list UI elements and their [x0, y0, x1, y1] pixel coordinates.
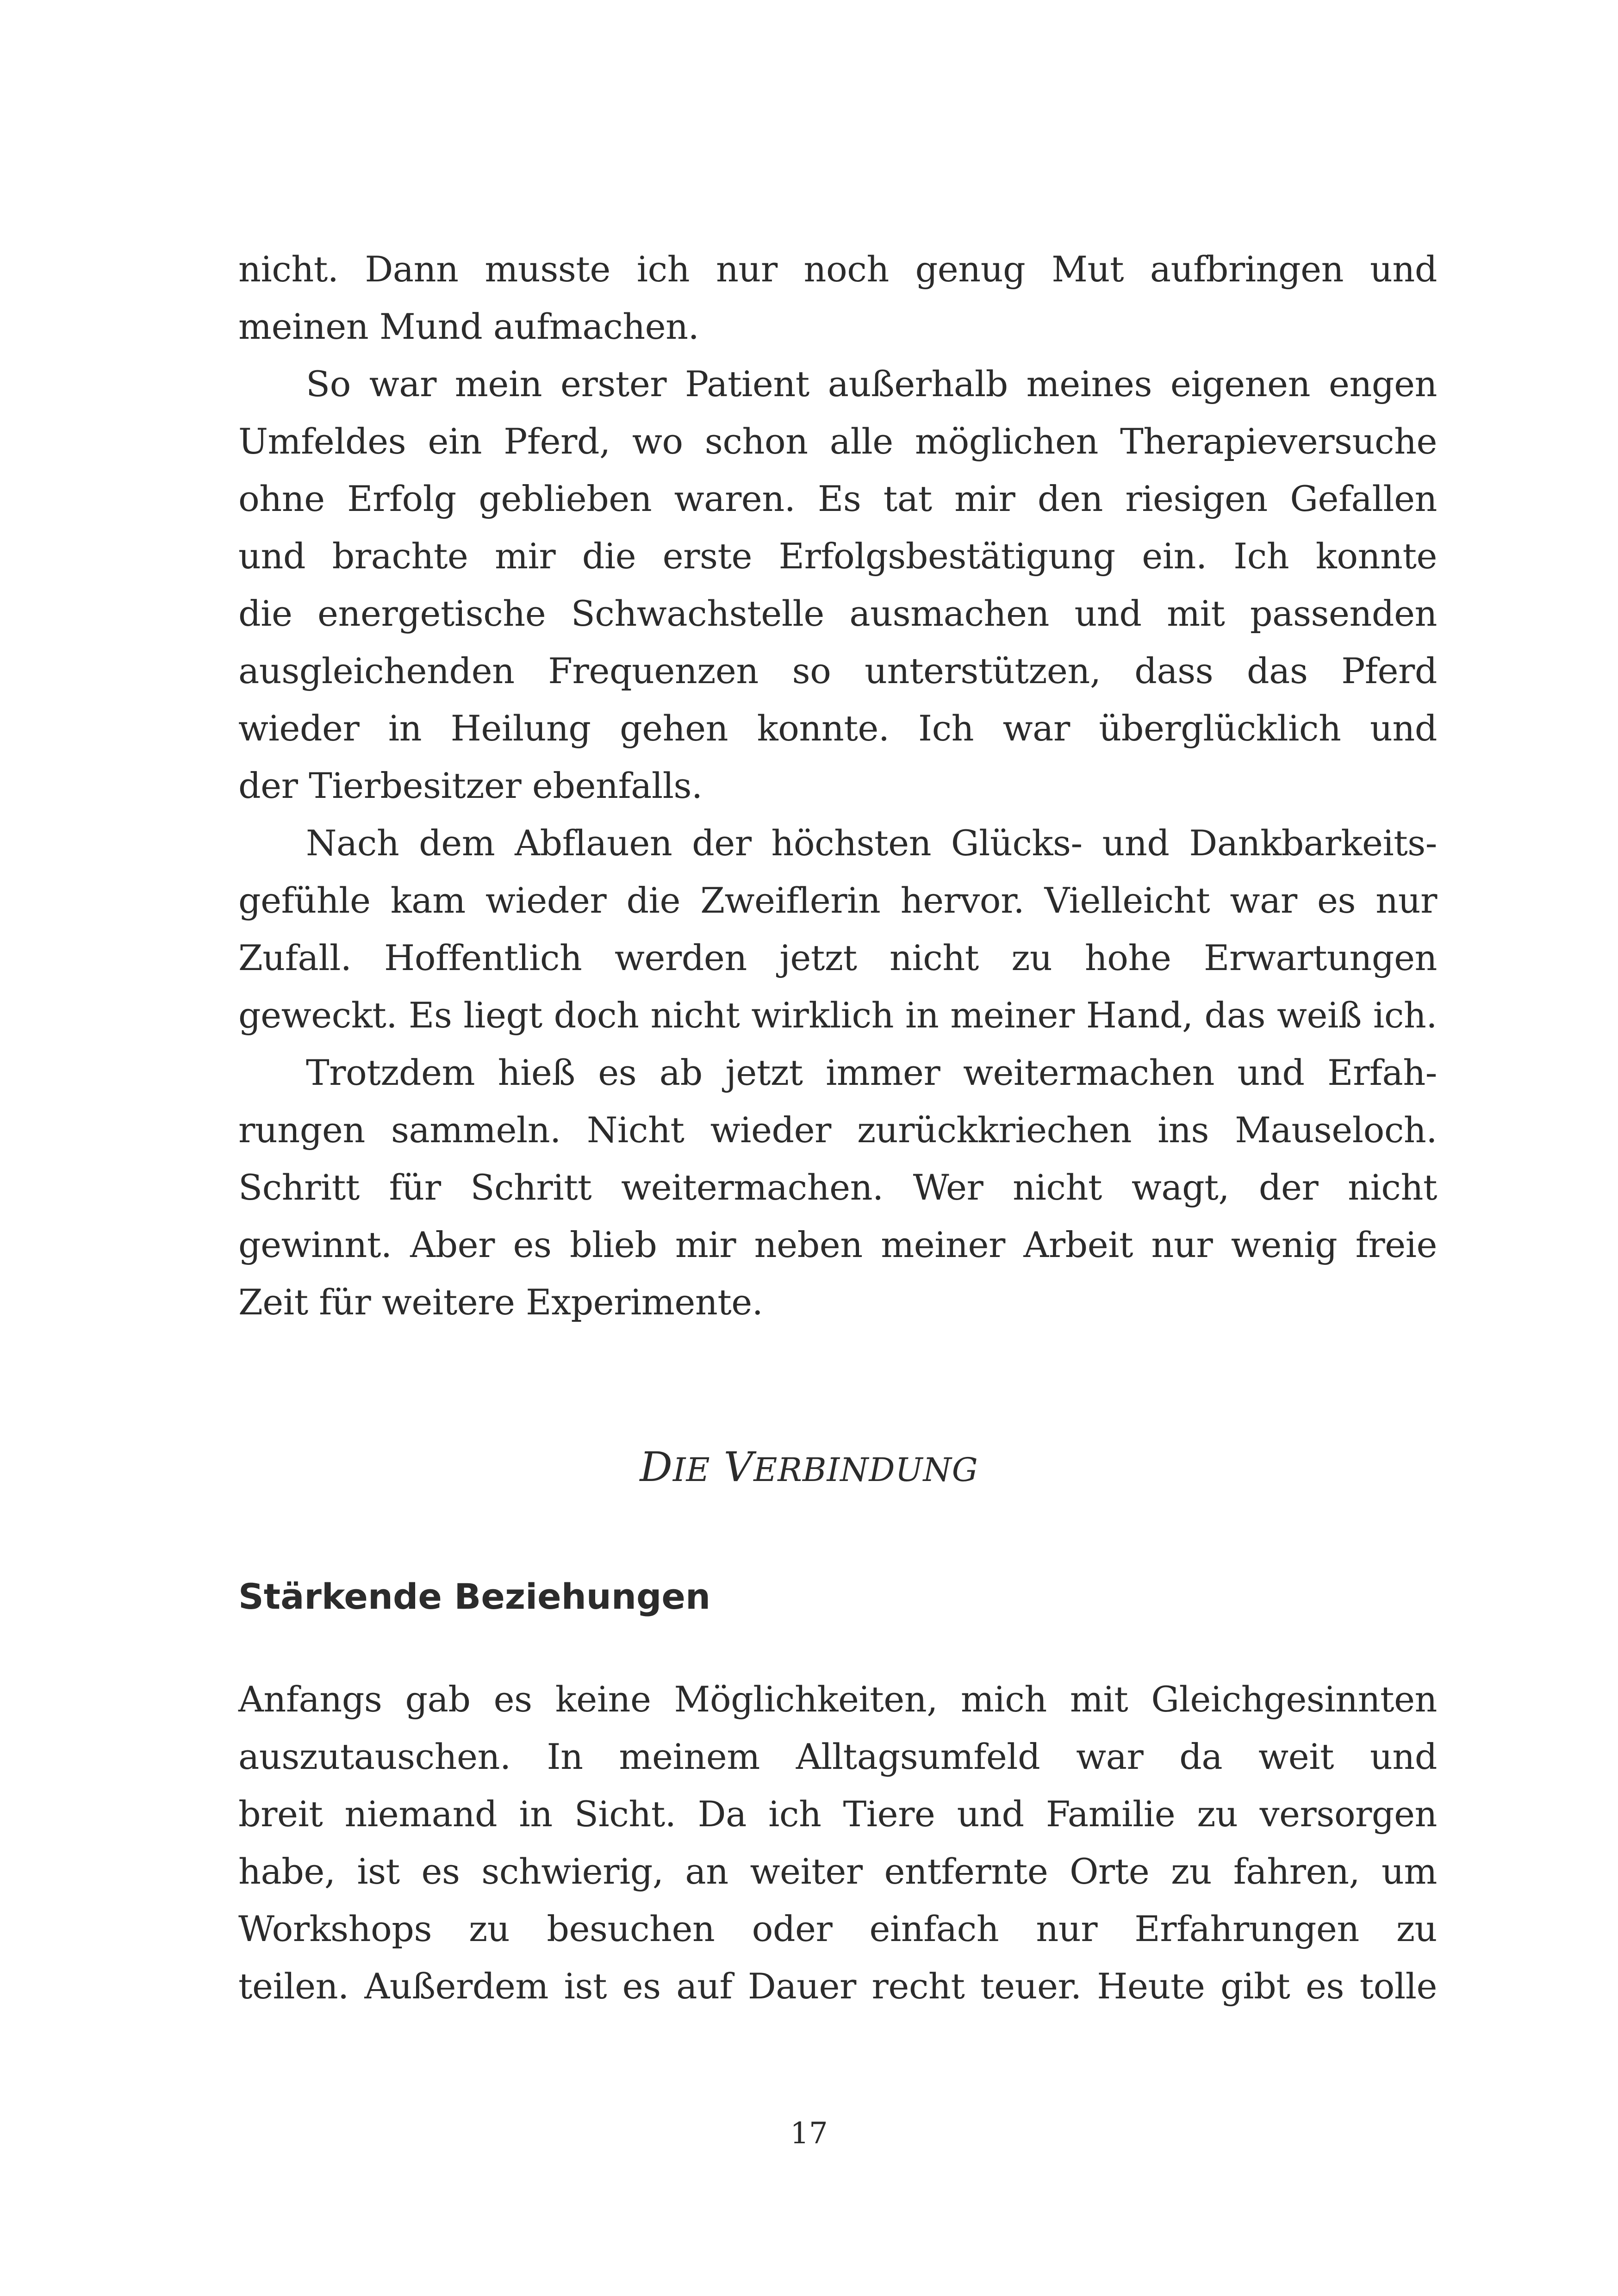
text-line: und brachte mir die erste Erfolgsbestätigung ein. Ich konnte	[238, 535, 1437, 577]
text-line: wieder in Heilung gehen konnte. Ich war überglücklich und	[238, 708, 1437, 749]
text-line: meinen Mund aufmachen.	[238, 306, 699, 347]
text-line: geweckt. Es liegt doch nicht wirklich in meiner Hand, das weiß ich.	[238, 995, 1437, 1036]
text-line: breit niemand in Sicht. Da ich Tiere und Familie zu versorgen	[238, 1793, 1437, 1835]
text-line: Trotzdem hieß es ab jetzt immer weitermachen und Erfah-	[306, 1052, 1437, 1093]
chapter-title-initial: D	[640, 1443, 673, 1491]
text-line: ohne Erfolg geblieben waren. Es tat mir den riesigen Gefallen	[238, 478, 1437, 519]
text-line: Schritt für Schritt weitermachen. Wer nicht wagt, der nicht	[238, 1167, 1437, 1208]
text-line: teilen. Außerdem ist es auf Dauer recht teuer. Heute gibt es tolle	[238, 1966, 1437, 2007]
text-line: Umfeldes ein Pferd, wo schon alle möglichen Therapieversuche	[238, 421, 1437, 462]
text-line: Workshops zu besuchen oder einfach nur Erfahrungen zu	[238, 1908, 1437, 1949]
chapter-title-smallcaps: ERBINDUNG	[753, 1451, 978, 1489]
section-heading: Stärkende Beziehungen	[238, 1576, 711, 1617]
text-line: auszutauschen. In meinem Alltagsumfeld war da weit und	[238, 1736, 1437, 1777]
text-line: gefühle kam wieder die Zweiflerin hervor. Vielleicht war es nur	[238, 880, 1437, 921]
text-line: Anfangs gab es keine Möglichkeiten, mich mit Gleichgesinnten	[238, 1679, 1437, 1720]
chapter-title-smallcaps: IE	[672, 1451, 710, 1489]
text-line: Zufall. Hoffentlich werden jetzt nicht zu hohe Erwartungen	[238, 937, 1437, 978]
text-line: rungen sammeln. Nicht wieder zurückkriechen ins Mauseloch.	[238, 1109, 1437, 1151]
text-line: die energetische Schwachstelle ausmachen und mit passenden	[238, 593, 1437, 634]
chapter-title	[0, 1439, 1618, 1498]
page-number: 17	[790, 2116, 828, 2151]
text-line: Zeit für weitere Experimente.	[238, 1282, 763, 1323]
text-line: nicht. Dann musste ich nur noch genug Mut aufbringen und	[238, 249, 1437, 290]
text-line: Nach dem Abflauen der höchsten Glücks- und Dankbarkeits-	[306, 822, 1437, 864]
text-line: So war mein erster Patient außerhalb meines eigenen engen	[306, 363, 1437, 404]
text-line: ausgleichenden Frequenzen so unterstützen, dass das Pferd	[238, 650, 1437, 691]
text-line: habe, ist es schwierig, an weiter entfernte Orte zu fahren, um	[238, 1851, 1437, 1892]
text-line: der Tierbesitzer ebenfalls.	[238, 765, 703, 806]
text-line: gewinnt. Aber es blieb mir neben meiner Arbeit nur wenig freie	[238, 1224, 1437, 1265]
chapter-title-initial: V	[723, 1443, 754, 1491]
